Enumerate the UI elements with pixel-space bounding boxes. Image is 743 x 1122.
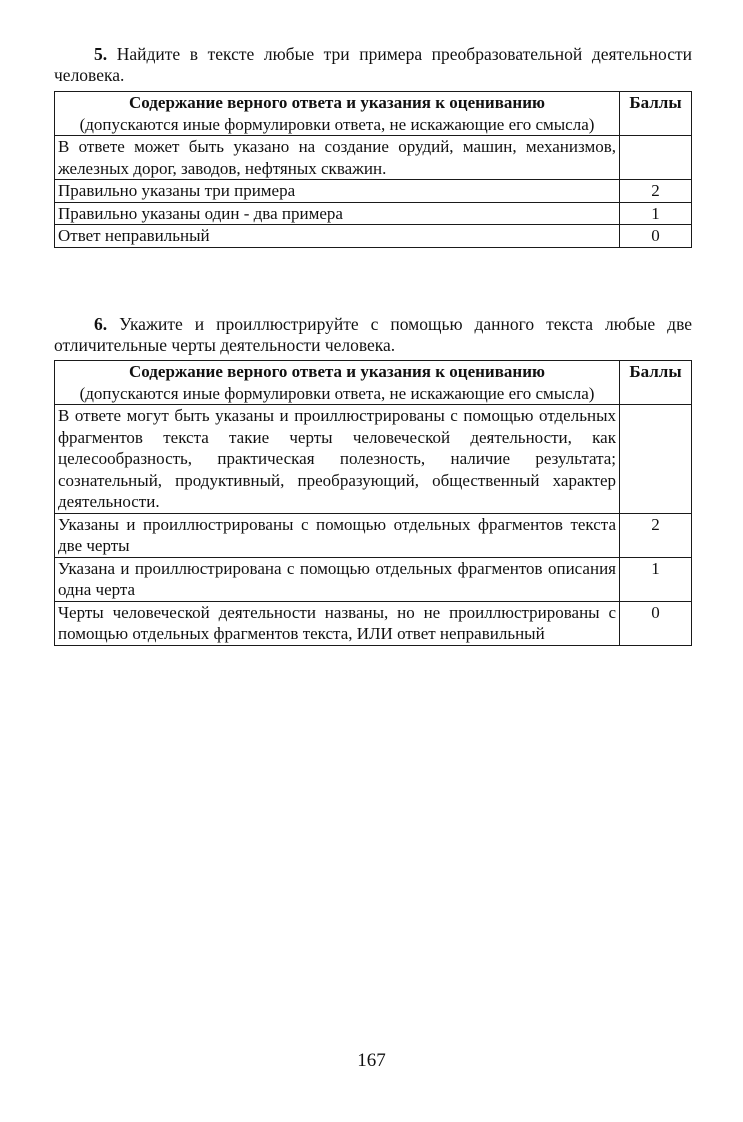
row-score: 2	[620, 513, 692, 557]
table-row	[55, 202, 692, 225]
content-header-note: (допускаются иные формулировки ответа, не искажающие его смысла)	[79, 383, 595, 403]
row-description: Черты человеческой деятельности названы, но не проиллюстрированы с помощью отдельных фрагментов текста, ИЛИ ответ неправильный	[55, 601, 620, 645]
row-description: В ответе может быть указано на создание орудий, машин, механизмов, железных дорог, заводов, нефтяных скважин.	[55, 136, 620, 180]
row-description: Указана и проиллюстрирована с помощью отдельных фрагментов описания одна черта	[55, 557, 620, 601]
task-6-prompt	[54, 314, 692, 356]
content-column-header	[55, 92, 620, 136]
table-header-row	[55, 92, 692, 136]
row-score: 1	[620, 202, 692, 225]
table-header-row	[55, 361, 692, 405]
row-description: Правильно указаны один - два примера	[55, 202, 620, 225]
row-score: 2	[620, 180, 692, 203]
task-5-number: 5.	[94, 44, 108, 64]
table-row	[55, 405, 692, 514]
content-header-title: Содержание верного ответа и указания к оцениванию	[129, 362, 545, 381]
row-score	[620, 405, 692, 514]
page-number: 167	[357, 1050, 386, 1071]
score-column-header: Баллы	[620, 92, 692, 136]
content-header-note: (допускаются иные формулировки ответа, не искажающие его смысла)	[79, 114, 595, 134]
row-score: 1	[620, 557, 692, 601]
task-6-number: 6.	[94, 314, 108, 334]
row-description: Указаны и проиллюстрированы с помощью отдельных фрагментов текста две черты	[55, 513, 620, 557]
content-header-title: Содержание верного ответа и указания к оцениванию	[129, 93, 545, 112]
task-5-text: Найдите в тексте любые три примера преобразовательной деятельности человека.	[54, 44, 693, 85]
table-row	[55, 513, 692, 557]
table-row	[55, 225, 692, 248]
row-description: Правильно указаны три примера	[55, 180, 620, 203]
task-5-prompt	[54, 44, 692, 86]
task-6-text: Укажите и проиллюстрируйте с помощью данного текста любые две отличительные черты деятельности человека.	[54, 314, 692, 355]
score-column-header: Баллы	[620, 361, 692, 405]
content-column-header	[55, 361, 620, 405]
task-5-grading-table	[54, 91, 692, 248]
row-description: В ответе могут быть указаны и проиллюстрированы с помощью отдельных фрагментов текста такие черты человеческой деятельности, как целесообразность, практическая полезность, наличие результата; сознательный, продуктивный, преобразующий, общественный характер деятельности.	[55, 405, 620, 514]
row-description: Ответ неправильный	[55, 225, 620, 248]
row-score	[620, 136, 692, 180]
table-row	[55, 180, 692, 203]
task-6-grading-table	[54, 360, 692, 646]
row-score: 0	[620, 225, 692, 248]
table-row	[55, 557, 692, 601]
table-row	[55, 136, 692, 180]
row-score: 0	[620, 601, 692, 645]
table-row	[55, 601, 692, 645]
